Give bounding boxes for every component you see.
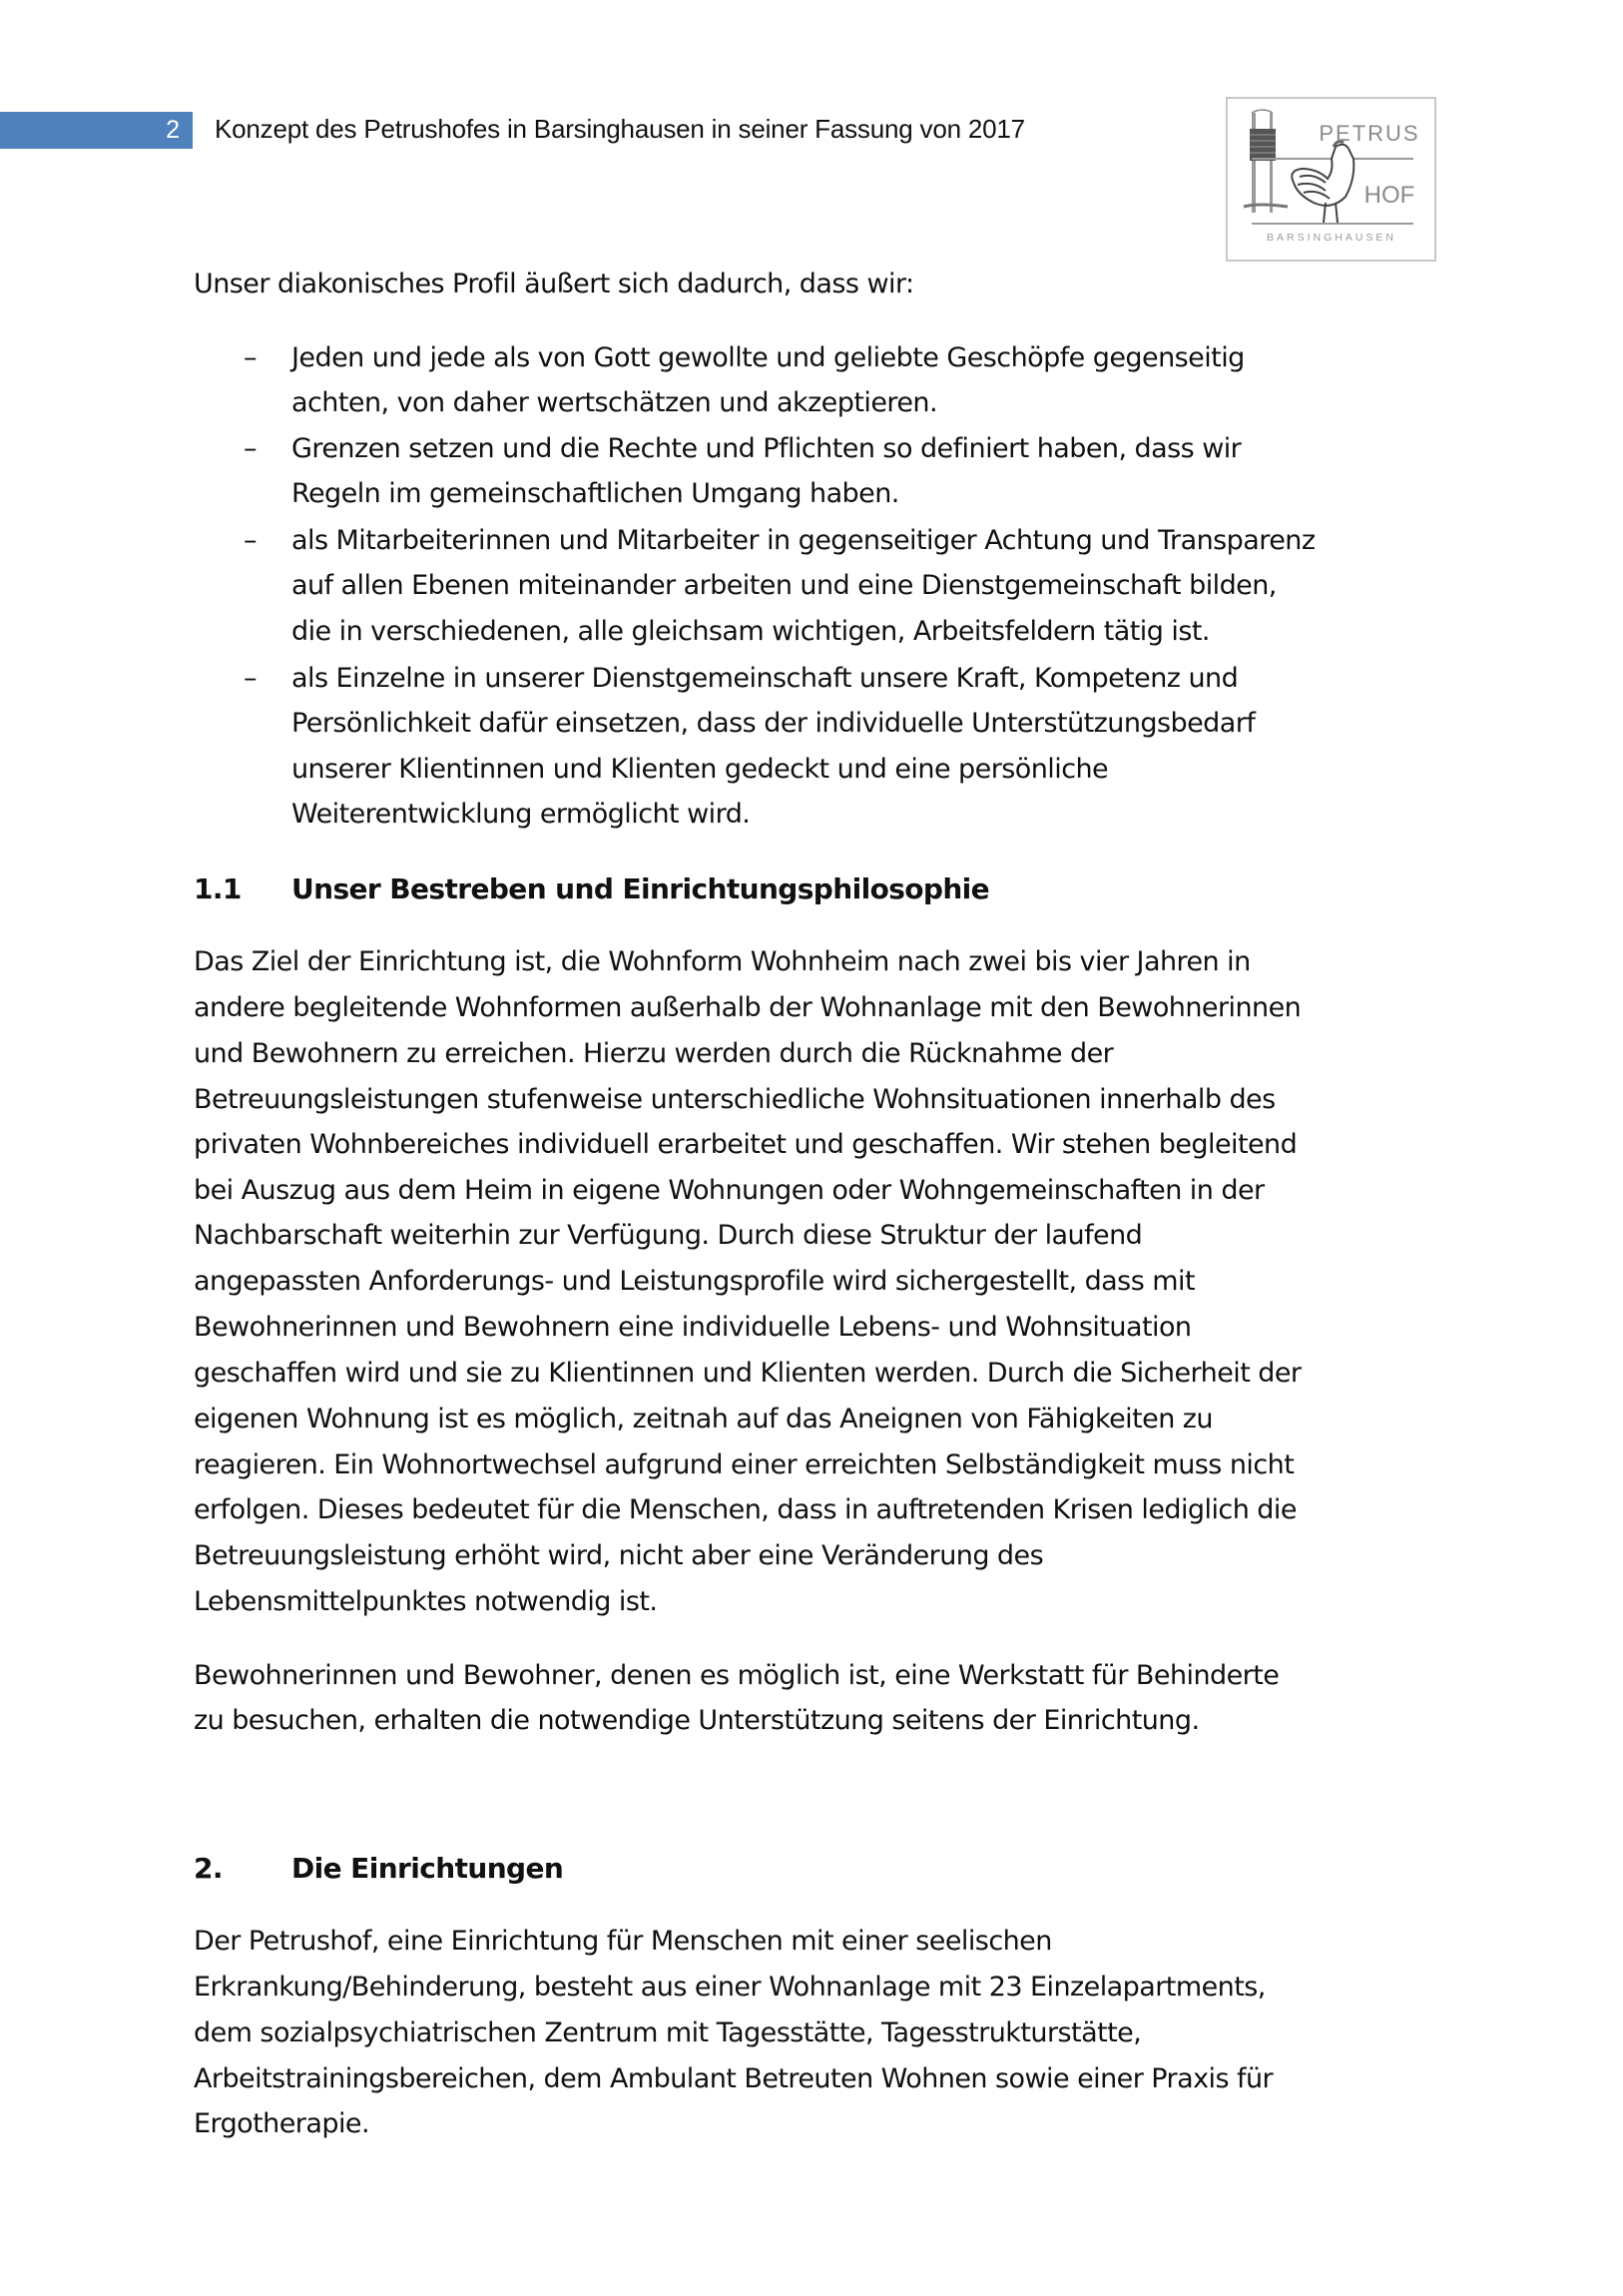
paragraph-line: Bewohnerinnen und Bewohnern eine individuelle Lebens- und Wohnsituation — [194, 1312, 1192, 1343]
list-item-line: Grenzen setzen und die Rechte und Pflichten so definiert haben, dass wir — [291, 433, 1242, 464]
paragraph-line: angepassten Anforderungs- und Leistungsprofile wird sichergestellt, dass mit — [194, 1266, 1195, 1297]
paragraph-line: zu besuchen, erhalten die notwendige Unterstützung seitens der Einrichtung. — [194, 1705, 1200, 1736]
dash-bullet-icon: – — [244, 663, 258, 694]
dash-bullet-icon: – — [244, 525, 258, 556]
list-item-line: Regeln im gemeinschaftlichen Umgang haben. — [291, 478, 899, 509]
list-item-line: unserer Klientinnen und Klienten gedeckt und eine persönliche — [291, 754, 1109, 785]
paragraph-line: dem sozialpsychiatrischen Zentrum mit Tagesstätte, Tagesstrukturstätte, — [194, 2017, 1142, 2048]
paragraph-line: Arbeitstrainingsbereichen, dem Ambulant Betreuten Wohnen sowie einer Praxis für — [194, 2063, 1274, 2094]
list-item-line: Weiterentwicklung ermöglicht wird. — [291, 799, 751, 830]
svg-text:PETRUS: PETRUS — [1319, 121, 1420, 146]
section-number: 1.1 — [194, 872, 242, 905]
paragraph-line: bei Auszug aus dem Heim in eigene Wohnungen oder Wohngemeinschaften in der — [194, 1175, 1265, 1206]
paragraph-line: Der Petrushof, eine Einrichtung für Menschen mit einer seelischen — [194, 1926, 1052, 1957]
list-item-line: auf allen Ebenen miteinander arbeiten und eine Dienstgemeinschaft bilden, — [291, 570, 1277, 601]
paragraph-line: Erkrankung/Behinderung, besteht aus einer Wohnanlage mit 23 Einzelapartments, — [194, 1972, 1266, 2003]
paragraph-line: Betreuungsleistungen stufenweise unterschiedliche Wohnsituationen innerhalb des — [194, 1084, 1276, 1115]
paragraph-line: reagieren. Ein Wohnortwechsel aufgrund einer erreichten Selbständigkeit muss nicht — [194, 1449, 1295, 1480]
paragraph-line: eigenen Wohnung ist es möglich, zeitnah auf das Aneignen von Fähigkeiten zu — [194, 1404, 1213, 1435]
paragraph-line: und Bewohnern zu erreichen. Hierzu werden durch die Rücknahme der — [194, 1038, 1114, 1069]
list-item-line: die in verschiedenen, alle gleichsam wichtigen, Arbeitsfeldern tätig ist. — [291, 616, 1210, 647]
intro-text: Unser diakonisches Profil äußert sich dadurch, dass wir: — [194, 269, 914, 299]
paragraph-line: Das Ziel der Einrichtung ist, die Wohnform Wohnheim nach zwei bis vier Jahren in — [194, 946, 1251, 977]
section-heading: Die Einrichtungen — [291, 1852, 564, 1885]
list-item-line: als Mitarbeiterinnen und Mitarbeiter in gegenseitiger Achtung und Transparenz — [291, 525, 1316, 556]
list-item-line: Persönlichkeit dafür einsetzen, dass der individuelle Unterstützungsbedarf — [291, 708, 1256, 739]
dash-bullet-icon: – — [244, 342, 258, 373]
section-heading: Unser Bestreben und Einrichtungsphilosophie — [291, 872, 990, 905]
dash-bullet-icon: – — [244, 433, 258, 464]
list-item-line: als Einzelne in unserer Dienstgemeinschaft unsere Kraft, Kompetenz und — [291, 663, 1239, 694]
petrushof-logo — [1226, 97, 1436, 262]
section-number: 2. — [194, 1852, 223, 1885]
paragraph-line: Nachbarschaft weiterhin zur Verfügung. Durch diese Struktur der laufend — [194, 1220, 1143, 1251]
paragraph-line: privaten Wohnbereiches individuell erarbeitet und geschaffen. Wir stehen begleitend — [194, 1129, 1298, 1160]
paragraph-line: erfolgen. Dieses bedeutet für die Menschen, dass in auftretenden Krisen lediglich die — [194, 1494, 1297, 1525]
rooster-icon — [1228, 99, 1434, 260]
paragraph-line: geschaffen wird und sie zu Klientinnen und Klienten werden. Durch die Sicherheit der — [194, 1358, 1302, 1389]
svg-text:HOF: HOF — [1363, 182, 1415, 209]
svg-text:BARSINGHAUSEN: BARSINGHAUSEN — [1266, 232, 1397, 244]
paragraph-line: Bewohnerinnen und Bewohner, denen es möglich ist, eine Werkstatt für Behinderte — [194, 1660, 1280, 1691]
list-item-line: Jeden und jede als von Gott gewollte und geliebte Geschöpfe gegenseitig — [291, 342, 1245, 373]
running-header-title: Konzept des Petrushofes in Barsinghausen in seiner Fassung von 2017 — [215, 114, 1025, 144]
list-item-line: achten, von daher wertschätzen und akzeptieren. — [291, 387, 937, 418]
paragraph-line: andere begleitende Wohnformen außerhalb der Wohnanlage mit den Bewohnerinnen — [194, 992, 1302, 1023]
paragraph-line: Lebensmittelpunktes notwendig ist. — [194, 1586, 658, 1617]
page-number: 2 — [166, 116, 180, 144]
paragraph-line: Betreuungsleistung erhöht wird, nicht aber eine Veränderung des — [194, 1540, 1044, 1571]
paragraph-line: Ergotherapie. — [194, 2108, 369, 2139]
